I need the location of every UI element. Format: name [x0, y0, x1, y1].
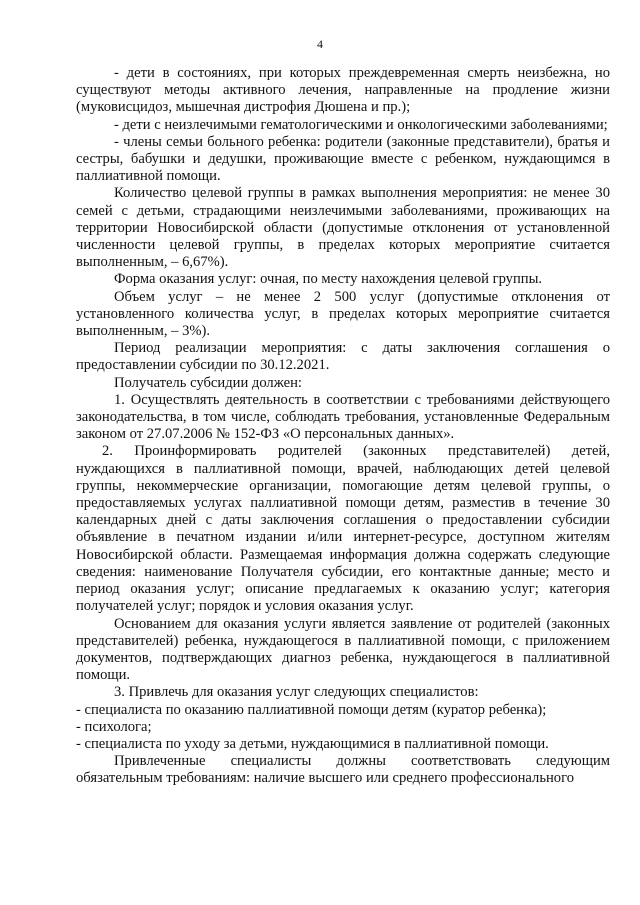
document-body [76, 65, 610, 788]
paragraph-basis: Основанием для оказания услуги является заявление от родителей (законных представителей) ребенка, нуждающегося в паллиативной помощи, с приложением документов, подтверждающих диагноз ребенка, нуждающегося в паллиативной помощи. [76, 615, 610, 684]
paragraph-recipient-obligations: Получатель субсидии должен: [114, 374, 302, 391]
paragraph-list-item: - специалиста по оказанию паллиативной помощи детям (куратор ребенка); [76, 701, 547, 718]
paragraph-specialists-requirements: Привлеченные специалисты должны соответствовать следующим обязательным требованиям: наличие высшего или среднего профессионального [76, 753, 610, 787]
paragraph-list-item: - психолога; [76, 718, 152, 735]
paragraph-service-form: Форма оказания услуг: очная, по месту нахождения целевой группы. [114, 271, 543, 288]
paragraph-list-item: - специалиста по уходу за детьми, нуждающимися в паллиативной помощи. [76, 735, 549, 752]
paragraph-numbered-1: 1. Осуществлять деятельность в соответствии с требованиями действующего законодательства, в том числе, соблюдать требования, установленные Федеральным законом от 27.07.2006 № 152-ФЗ «О персональных данных». [76, 391, 610, 443]
page-number: 4 [317, 37, 323, 51]
paragraph-numbered-3: 3. Привлечь для оказания услуг следующих специалистов: [114, 684, 479, 701]
paragraph-numbered-2: 2. Проинформировать родителей (законных представителей) детей, нуждающихся в паллиативной помощи, врачей, наблюдающих детей целевой группы, некоммерческие организации, помогающие детям целевой группы, о предоставляемых услугах паллиативной помощи детям, разместив в течение 30 календарных дней с даты заключения соглашения о предоставлении субсидии объявление в печатном издании и/или интернет-ресурсе, доступном жителям Новосибирской области. Размещаемая информация должна содержать следующие сведения: наименование Получателя субсидии, его контактные данные; место и период оказания услуг; описание предлагаемых к оказанию услуг; категория получателей услуг; порядок и условия оказания услуг. [76, 443, 610, 615]
paragraph-period: Период реализации мероприятия: с даты заключения соглашения о предоставлении субсидии по 30.12.2021. [76, 340, 610, 374]
paragraph-list-item: - члены семьи больного ребенка: родители (законные представители), братья и сестры, бабушки и дедушки, проживающие вместе с ребенком, нуждающимся в паллиативной помощи. [76, 133, 610, 185]
paragraph-list-item: - дети в состояниях, при которых преждевременная смерть неизбежна, но существуют методы активного лечения, направленные на продление жизни (муковисцидоз, мышечная дистрофия Дюшена и пр.); [76, 65, 610, 116]
paragraph-service-volume: Объем услуг – не менее 2 500 услуг (допустимые отклонения от установленного количества услуг, в пределах которых мероприятие считается выполненным, – 3%). [76, 288, 610, 340]
paragraph-list-item: - дети с неизлечимыми гематологическими и онкологическими заболеваниями; [114, 116, 608, 133]
paragraph-target-group: Количество целевой группы в рамках выполнения мероприятия: не менее 30 семей с детьми, страдающими неизлечимыми заболеваниями, проживающих на территории Новосибирской области (допустимые отклонения от установленной численности целевой группы, в пределах которых мероприятие считается выполненным, – 6,67%). [76, 185, 610, 271]
